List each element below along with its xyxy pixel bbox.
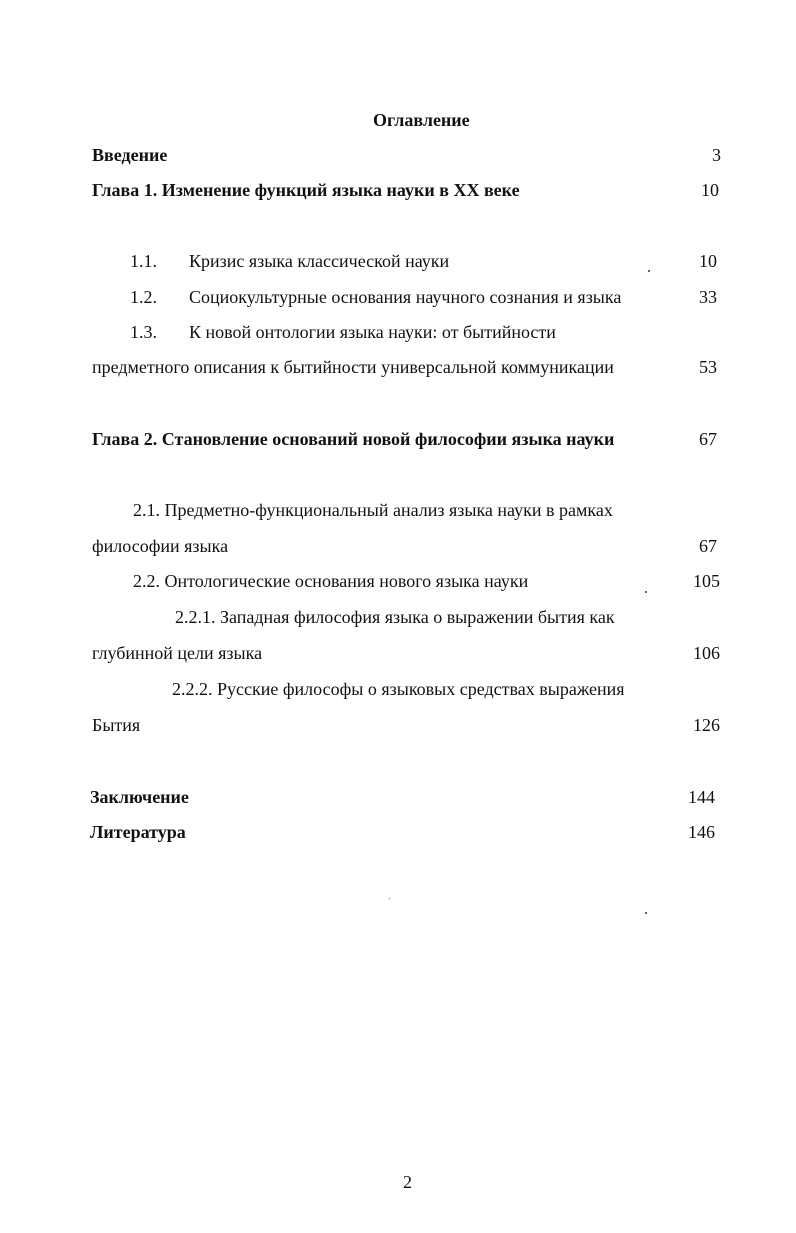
- toc-section-2-1-label-line1: 2.1. Предметно-функциональный анализ языка науки в рамках: [133, 500, 613, 520]
- toc-section-2-2-1-page: 106: [693, 643, 720, 663]
- scan-speck: [645, 591, 647, 593]
- toc-conclusion-page: 144: [688, 787, 715, 807]
- toc-literature-label: Литература: [90, 822, 186, 842]
- toc-section-1-3-number: 1.3.: [130, 322, 157, 342]
- toc-section-2-1-label-line2: философии языка: [92, 536, 229, 556]
- toc-section-1-2-number: 1.2.: [130, 287, 157, 307]
- toc-conclusion-label: Заключение: [90, 787, 189, 807]
- toc-section-1-3-label-line2: предметного описания к бытийности универсальной коммуникации: [92, 357, 614, 377]
- toc-section-1-1-label: Кризис языка классической науки: [189, 251, 450, 271]
- toc-section-1-2-label: Социокультурные основания научного сознания и языка: [189, 287, 622, 307]
- scan-speck: [648, 270, 650, 272]
- toc-section-1-3-label-line1: К новой онтологии языка науки: от бытийности: [189, 322, 556, 342]
- toc-section-1-3-page: 53: [699, 357, 717, 377]
- toc-chapter-2-page: 67: [699, 429, 717, 449]
- toc-section-2-2-1-label-line1: 2.2.1. Западная философия языка о выражении бытия как: [175, 607, 615, 627]
- page-title: Оглавление: [373, 110, 470, 130]
- toc-intro-label: Введение: [92, 145, 168, 165]
- toc-chapter-1-page: 10: [701, 180, 719, 200]
- toc-section-2-2-2-page: 126: [693, 715, 720, 735]
- scan-speck: [645, 912, 647, 914]
- toc-section-1-1-number: 1.1.: [130, 251, 157, 271]
- page-number: 2: [403, 1172, 412, 1192]
- toc-intro-page: 3: [712, 145, 721, 165]
- scan-speck: [389, 898, 390, 899]
- toc-literature-page: 146: [688, 822, 715, 842]
- toc-section-2-2-page: 105: [693, 571, 720, 591]
- toc-section-1-1-page: 10: [699, 251, 717, 271]
- toc-section-1-2-page: 33: [699, 287, 717, 307]
- toc-chapter-1-label: Глава 1. Изменение функций языка науки в XX веке: [92, 180, 520, 200]
- toc-section-2-2-2-label-line2: Бытия: [92, 715, 141, 735]
- toc-section-2-2-1-label-line2: глубинной цели языка: [92, 643, 263, 663]
- toc-section-2-2-label: 2.2. Онтологические основания нового языка науки: [133, 571, 529, 591]
- toc-section-2-2-2-label-line1: 2.2.2. Русские философы о языковых средствах выражения: [172, 679, 625, 699]
- toc-chapter-2-label: Глава 2. Становление оснований новой философии языка науки: [92, 429, 615, 449]
- toc-section-2-1-page: 67: [699, 536, 717, 556]
